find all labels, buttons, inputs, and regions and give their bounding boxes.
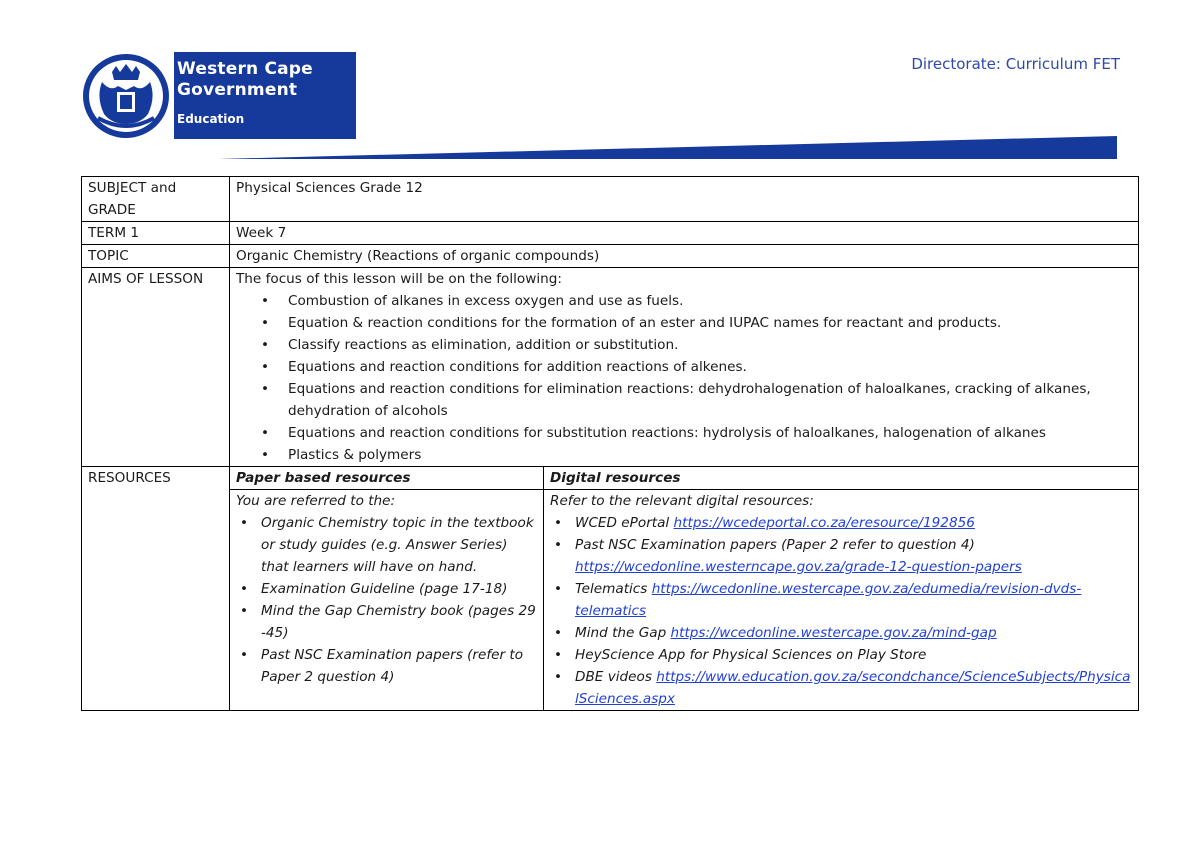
list-item: • Examination Guideline (page 17-18) [261, 578, 537, 600]
list-item: • Combustion of alkanes in excess oxygen and use as fuels. [288, 290, 1132, 312]
list-item: • WCED ePortal https://wcedeportal.co.za/eresource/192856 [575, 512, 1132, 534]
telematics-link[interactable]: https://wcedonline.westercape.gov.za/edumedia/revision-dvds-telematics [575, 581, 1082, 619]
aims-intro: The focus of this lesson will be on the following: [236, 271, 562, 287]
logo-title-line2: Government [177, 80, 298, 100]
digital-resources-cell [544, 490, 1139, 711]
list-item: • Telematics https://wcedonline.westercape.gov.za/edumedia/revision-dvds-telematics [575, 578, 1132, 622]
list-item: • Past NSC Examination papers (refer to Paper 2 question 4) [261, 644, 537, 688]
term-label: TERM 1 [82, 222, 230, 245]
list-item: • HeyScience App for Physical Sciences on Play Store [575, 644, 1132, 666]
topic-label: TOPIC [82, 245, 230, 268]
term-row [82, 222, 1139, 245]
aims-cell [230, 268, 1139, 467]
aims-label: AIMS OF LESSON [82, 268, 230, 467]
paper-resources-list [236, 512, 537, 688]
mind-the-gap-link[interactable]: https://wcedonline.westercape.gov.za/mind-gap [670, 625, 997, 641]
list-item: • Equation & reaction conditions for the formation of an ester and IUPAC names for reactant and products. [288, 312, 1132, 334]
aims-row [82, 268, 1139, 467]
list-item: • Plastics & polymers [288, 444, 1132, 466]
resources-content-row [82, 490, 1139, 711]
resources-label: RESOURCES [82, 467, 230, 711]
term-value: Week 7 [230, 222, 1139, 245]
list-item: • Mind the Gap https://wcedonline.westercape.gov.za/mind-gap [575, 622, 1132, 644]
directorate-label: Directorate: Curriculum FET [911, 55, 1120, 73]
header-swoosh [218, 136, 1118, 162]
subject-value: Physical Sciences Grade 12 [230, 177, 1139, 222]
lesson-plan-table [81, 176, 1139, 711]
subject-row [82, 177, 1139, 222]
logo-title-line1: Western Cape [177, 59, 313, 79]
digital-resources-heading: Digital resources [544, 467, 1139, 490]
topic-row [82, 245, 1139, 268]
list-item: • Equations and reaction conditions for addition reactions of alkenes. [288, 356, 1132, 378]
paper-resources-cell [230, 490, 544, 711]
dbe-videos-link[interactable]: https://www.education.gov.za/secondchance/ScienceSubjects/PhysicalSciences.aspx [575, 669, 1131, 707]
resources-header-row [82, 467, 1139, 490]
paper-resources-heading: Paper based resources [230, 467, 544, 490]
aims-list [236, 290, 1132, 466]
list-item: • Equations and reaction conditions for substitution reactions: hydrolysis of haloalkanes, halogenation of alkanes [288, 422, 1132, 444]
subject-label: SUBJECT and GRADE [82, 177, 230, 222]
list-item: • Past NSC Examination papers (Paper 2 refer to question 4) https://wcedonline.westerncape.gov.za/grade-12-question-papers [575, 534, 1132, 578]
list-item: • Equations and reaction conditions for elimination reactions: dehydrohalogenation of haloalkanes, cracking of alkanes, dehydration of alcohols [288, 378, 1132, 422]
digital-intro: Refer to the relevant digital resources: [550, 493, 814, 509]
past-papers-link[interactable]: https://wcedonline.westerncape.gov.za/grade-12-question-papers [575, 559, 1022, 575]
list-item: • Mind the Gap Chemistry book (pages 29 -45) [261, 600, 537, 644]
digital-resources-list [550, 512, 1132, 710]
logo-subtitle: Education [177, 112, 245, 126]
list-item: • Classify reactions as elimination, addition or substitution. [288, 334, 1132, 356]
wcg-logo [82, 52, 356, 139]
paper-intro: You are referred to the: [236, 493, 396, 509]
topic-value: Organic Chemistry (Reactions of organic compounds) [230, 245, 1139, 268]
list-item: • Organic Chemistry topic in the textbook or study guides (e.g. Answer Series) that learners will have on hand. [261, 512, 537, 578]
list-item: • DBE videos https://www.education.gov.za/secondchance/ScienceSubjects/PhysicalSciences.aspx [575, 666, 1132, 710]
wced-eportal-link[interactable]: https://wcedeportal.co.za/eresource/192856 [673, 515, 975, 531]
